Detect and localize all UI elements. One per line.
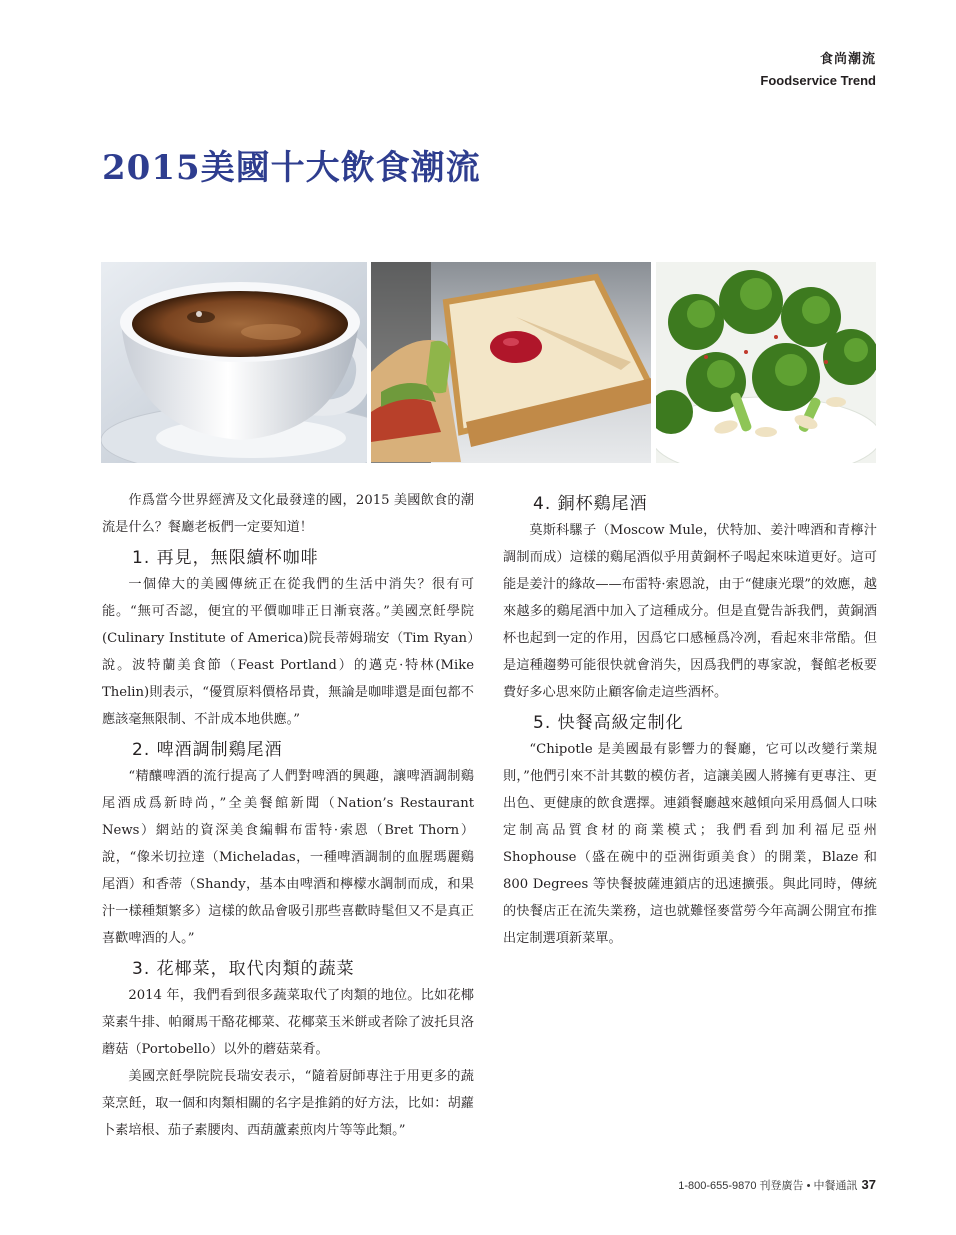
section-4-body: 莫斯科騾子（Moscow Mule，伏特加、姜汁啤酒和青檸汁調制而成）這樣的鷄尾酒似乎用黄銅杯子喝起來味道更好。這可能是姜汁的緣故——布雷特·索恩說，由于“健康光環”的效應，越來越多的鷄尾酒中加入了這種成分。但是直覺告訴我們，黄銅酒杯也起到一定的作用，因爲它口感極爲冷冽，看起來非常酷。但是這種趨勢可能很快就會消失，因爲我們的專家說，餐館老板要費好多心思來防止顧客偷走這些酒杯。 bbox=[503, 523, 877, 700]
section-3-heading: 3. 花椰菜，取代肉類的蔬菜 bbox=[132, 959, 355, 979]
sandwich-icon bbox=[371, 262, 651, 463]
broccoli-photo bbox=[656, 262, 876, 463]
coffee-cup-icon bbox=[101, 262, 367, 463]
section-2-body: “精釀啤酒的流行提高了人們對啤酒的興趣，讓啤酒調制鷄尾酒成爲新時尚，”全美餐館新聞（Nation’s Restaurant News）網站的資深美食編輯布雷特·索恩（Bret Thorn）說，“像米切拉達（Micheladas，一種啤酒調制的血腥瑪麗鷄尾酒）和香蒂（Shandy，基本由啤酒和檸檬水調制而成，和果汁一樣種類繁多）這樣的飲品會吸引那些喜歡時髦但又不是真正喜歡啤酒的人。” bbox=[102, 769, 474, 946]
category-label-en: Foodservice Trend bbox=[760, 73, 876, 88]
section-header bbox=[760, 48, 876, 88]
article-title: 2015美國十大飲食潮流 bbox=[102, 148, 481, 188]
section-3-body-continued: 美國烹飪學院院長瑞安表示，“隨着厨師專注于用更多的蔬菜烹飪，取一個和肉類相關的名字是推銷的好方法，比如：胡蘿卜素培根、茄子素腰肉、西葫蘆素煎肉片等等此類。” bbox=[102, 1069, 474, 1138]
section-5-heading: 5. 快餐高級定制化 bbox=[533, 713, 684, 733]
article-column-left bbox=[102, 487, 474, 1144]
coffee-photo bbox=[101, 262, 367, 463]
page-footer bbox=[678, 1177, 876, 1193]
section-2-heading: 2. 啤酒調制鷄尾酒 bbox=[132, 740, 283, 760]
section-4-heading: 4. 銅杯鷄尾酒 bbox=[533, 494, 648, 514]
intro-paragraph: 作爲當今世界經濟及文化最發達的國，2015 美國飲食的潮流是什么？餐廳老板們一定要知道！ bbox=[102, 493, 474, 535]
sandwich-photo bbox=[371, 262, 651, 463]
category-label: 食尚潮流 bbox=[819, 51, 876, 66]
article-column-right bbox=[503, 487, 877, 952]
broccoli-salad-icon bbox=[656, 262, 876, 463]
section-5-body: “Chipotle 是美國最有影響力的餐廳，它可以改變行業規則，”他們引來不計其數的模仿者，這讓美國人將擁有更專注、更出色、更健康的飲食選擇。連鎖餐廳越來越傾向采用爲個人口味定制高品質食材的商業模式；我們看到加利福尼亞州 Shophouse（盛在碗中的亞洲街頭美食）的開業，Blaze 和 800 Degrees 等快餐披薩連鎖店的迅速擴張。與此同時，傳統的快餐店正在流失業務，這也就難怪麥當勞今年高調公開宜布推出定制選項新菜單。 bbox=[503, 742, 877, 946]
page-number: 37 bbox=[861, 1177, 876, 1192]
footer-contact: 1-800-655-9870 刊登廣告 • 中餐通訊 bbox=[678, 1180, 858, 1192]
section-1-heading: 1. 再見，無限續杯咖啡 bbox=[132, 548, 319, 568]
section-1-body: 一個偉大的美國傳統正在從我們的生活中消失？很有可能。“無可否認，便宜的平價咖啡正日漸衰落。”美國烹飪學院(Culinary Institute of America)院長蒂姆瑞安（Tim Ryan）說。波特蘭美食節（Feast Portland）的邁克·特林(Mike Thelin)則表示，“優質原料價格昂貴，無論是咖啡還是面包都不應該毫無限制、不計成本地供應。” bbox=[102, 577, 474, 727]
section-3-body: 2014 年，我們看到很多蔬菜取代了肉類的地位。比如花椰菜素牛排、帕爾馬干酪花椰菜、花椰菜玉米餅或者除了波托貝洛蘑菇（Portobello）以外的蘑菇菜肴。 bbox=[102, 988, 474, 1057]
